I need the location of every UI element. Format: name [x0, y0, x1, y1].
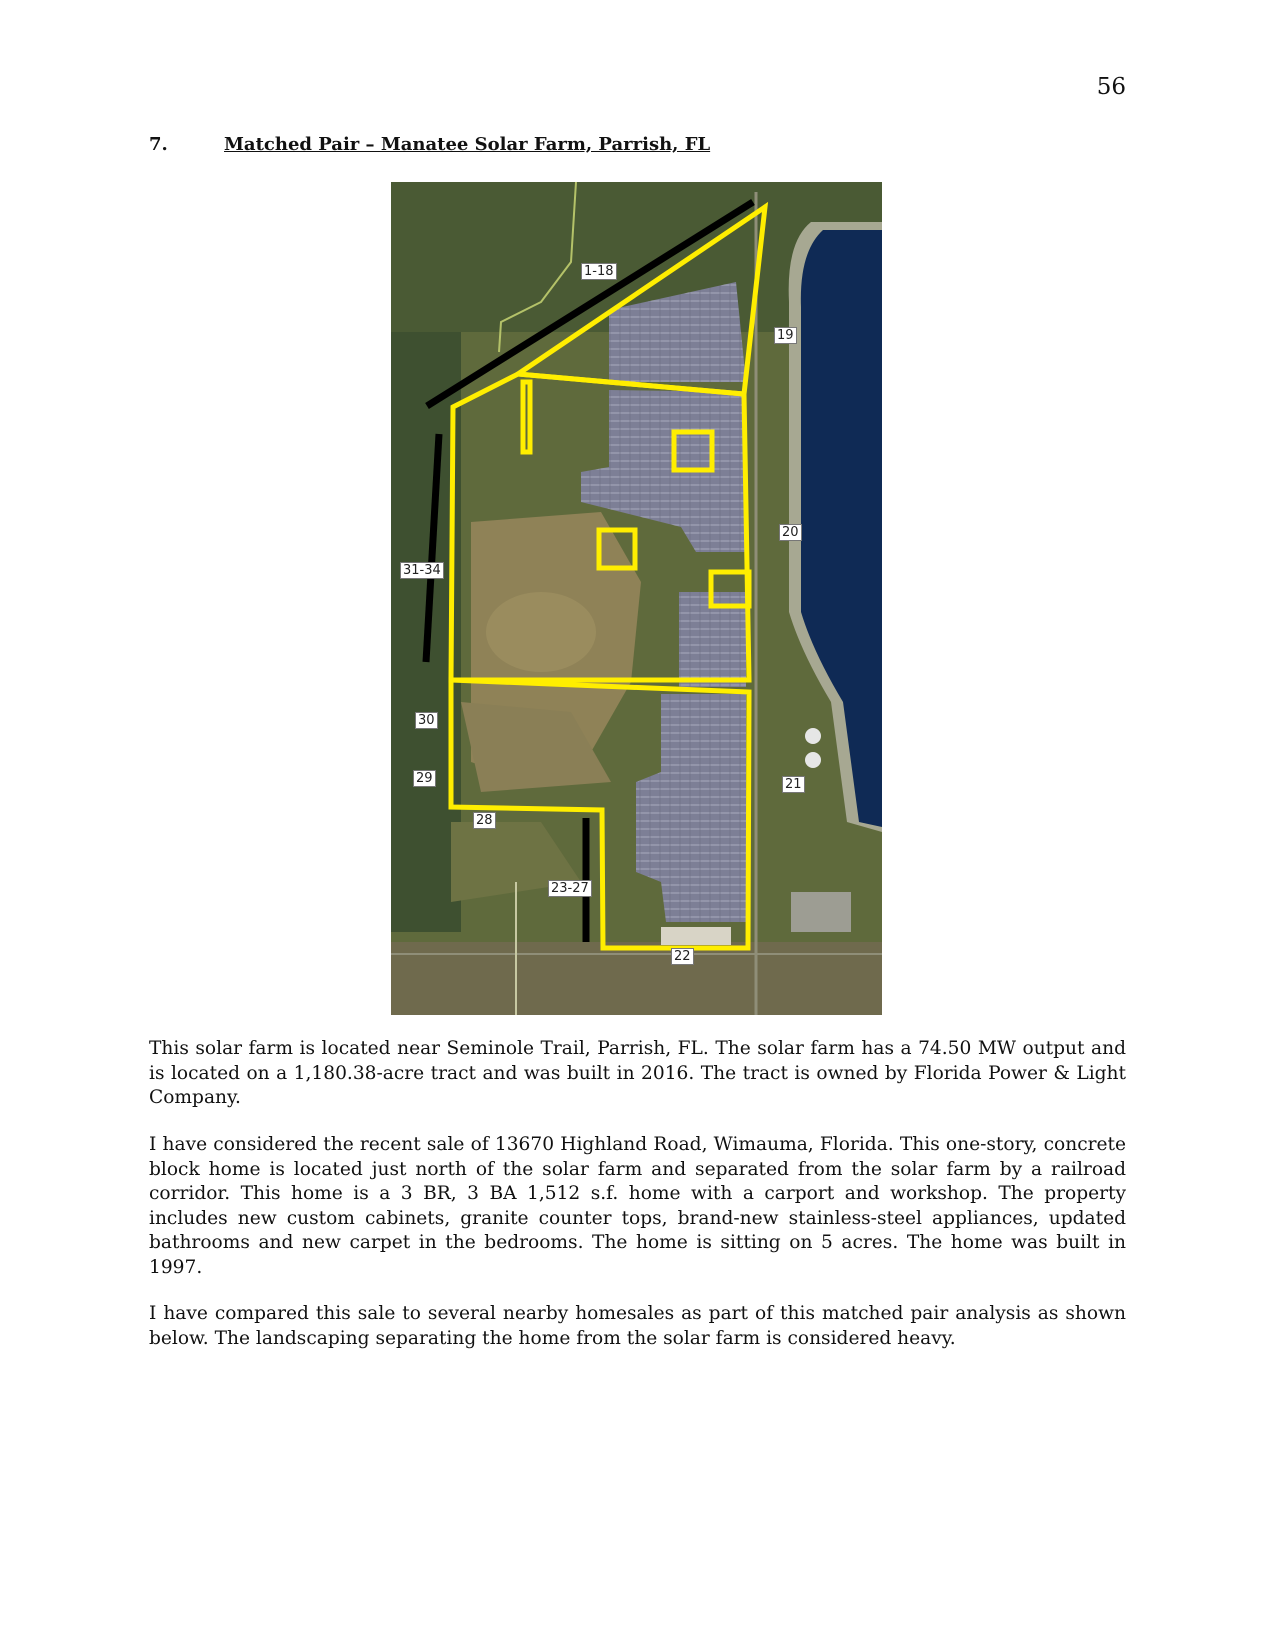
- map-label: 21: [782, 776, 805, 793]
- paragraph: I have considered the recent sale of 13670 Highland Road, Wimauma, Florida. This one-story, concrete block home is located just north of the solar farm and separated from the solar farm by a railroad corridor. This home is a 3 BR, 3 BA 1,512 s.f. home with a carport and workshop. The property includes new custom cabinets, granite counter tops, brand-new stainless-steel appliances, updated bathrooms and new carpet in the bedrooms. The home is sitting on 5 acres. The home was built in 1997.: [149, 1134, 1126, 1278]
- aerial-map: [391, 182, 882, 1015]
- map-label: 30: [415, 712, 438, 729]
- map-label: 28: [473, 812, 496, 829]
- map-label: 20: [779, 524, 802, 541]
- section-title: Matched Pair – Manatee Solar Farm, Parrish, FL: [224, 134, 711, 155]
- map-label: 31-34: [400, 562, 444, 579]
- map-label: 29: [413, 770, 436, 787]
- map-label: 22: [671, 948, 694, 965]
- section-heading: [149, 134, 710, 155]
- page-number: 56: [1096, 74, 1126, 100]
- section-number: 7.: [149, 134, 168, 155]
- paragraph: This solar farm is located near Seminole Trail, Parrish, FL. The solar farm has a 74.50 MW output and is located on a 1,180.38-acre tract and was built in 2016. The tract is owned by Florida Power & Light Company.: [149, 1038, 1126, 1108]
- aerial-map-image: [391, 182, 882, 1015]
- map-label: 19: [774, 327, 797, 344]
- map-label: 1-18: [581, 263, 617, 280]
- map-label: 23-27: [548, 880, 592, 897]
- paragraph: I have compared this sale to several nearby homesales as part of this matched pair analysis as shown below. The landscaping separating the home from the solar farm is considered heavy.: [149, 1303, 1126, 1349]
